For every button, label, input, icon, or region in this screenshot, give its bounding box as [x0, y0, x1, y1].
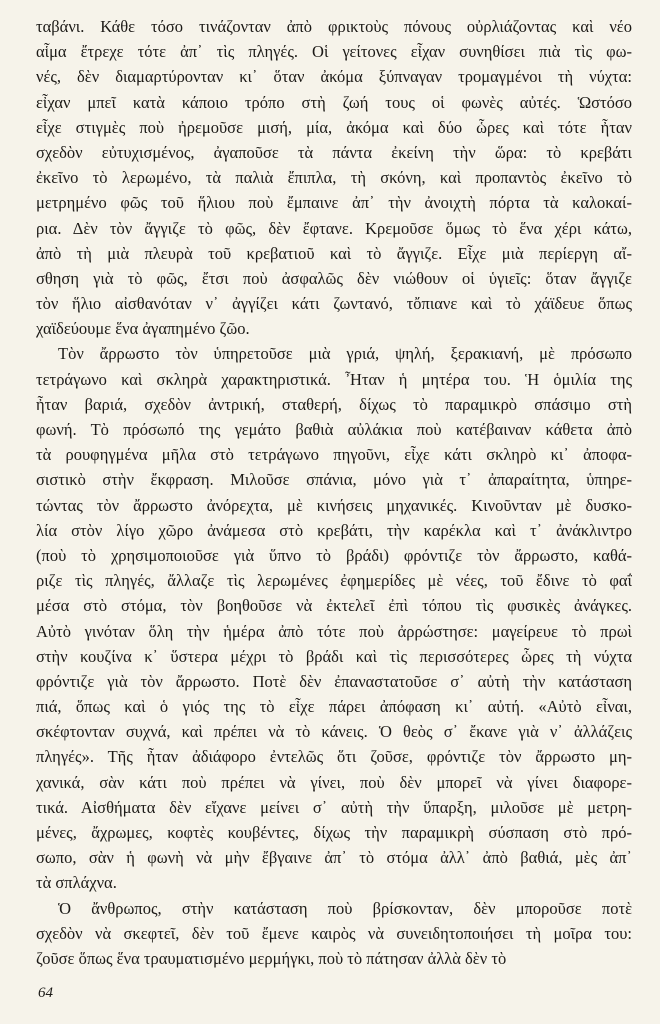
text-line: λία στὸν λίγο χῶρο ἀνάμεσα στὸ κρεβάτι, τὴν καρέκλα καὶ τ᾽ ἀνάκλιντρο — [36, 520, 632, 540]
text-line: ἀπὸ τὴ μιὰ πλευρὰ τοῦ κρεβατιοῦ καὶ τὸ ἄγγιζε. Εἶχε μιὰ περίεργη αἴ- — [36, 243, 632, 263]
text-line: χαϊδεύουμε ἕνα ἀγαπημένο ζῶο. — [36, 319, 250, 339]
text-line: μέσα στὸ στόμα, τὸν βοηθοῦσε νὰ ἐκτελεῖ ἐπὶ τόπου τὶς φυσικὲς ἀνάγκες. — [36, 596, 632, 616]
text-line: νές, δὲν διαμαρτύρονταν κι᾽ ὅταν ἀκόμα ξύπναγαν τρομαγμένοι τὴ νύχτα: — [36, 67, 632, 87]
paragraph — [36, 896, 632, 972]
text-line: φρόντιζε γιὰ τὸν ἄρρωστο. Ποτὲ δὲν ἐπαναστατοῦσε σ᾽ αὐτὴ τὴν κατάσταση — [36, 671, 632, 691]
text-line: Τὸν ἄρρωστο τὸν ὑπηρετοῦσε μιὰ γριά, ψηλή, ξερακιανή, μὲ πρόσωπο — [58, 344, 632, 364]
page-number: 64 — [38, 985, 53, 1001]
text-line: μένες, ἄχρωμες, κοφτὲς κουβέντες, δίχως τὴν παραμικρὴ σύσπαση στὸ πρό- — [36, 823, 632, 842]
text-line: τὰ σπλάχνα. — [36, 873, 117, 893]
text-line: πιά, ὅπως καὶ ὁ γιός της τὸ εἶχε πάρει ἀπόφαση κι᾽ αὐτή. «Αὐτὸ εἶναι, — [36, 697, 632, 717]
text-line: σωπο, σὰν ἡ φωνὴ νὰ μὴν ἔβγαινε ἀπ᾽ τὸ στόμα ἀλλ᾽ ἀπὸ βαθιά, μὲς ἀπ᾽ — [36, 848, 632, 868]
text-line: (ποὺ τὸ χρησιμοποιοῦσε γιὰ ὕπνο τὸ βράδι) φρόντιζε τὸν ἄρρωστο, καθά- — [36, 545, 632, 565]
text-line: ἦταν βαριά, σχεδὸν ἀντρική, σταθερή, δίχως τὸ παραμικρὸ σπάσιμο στὴ — [36, 394, 632, 414]
text-line: ρια. Δὲν τὸν ἄγγιζε τὸ φῶς, δὲν ἔφτανε. Κρεμοῦσε ὅμως τὸ ἕνα χέρι κάτω, — [36, 218, 632, 238]
paragraph — [36, 341, 632, 895]
text-line: σιστικὸ στὴν ἔκφραση. Μιλοῦσε σπάνια, μόνο γιὰ τ᾽ ἀπαραίτητα, ὑπηρε- — [36, 470, 632, 490]
body-text — [36, 14, 632, 971]
text-line: ἐκεῖνο τὸ λερωμένο, τὰ παλιὰ ἔπιπλα, τὴ σκόνη, καὶ προπαντὸς ἐκεῖνο τὸ — [36, 168, 632, 188]
text-line: σκέφτονταν συχνά, καὶ πρέπει νὰ τὸ κάνεις. Ὁ θεὸς σ᾽ ἔκανε γιὰ ν᾽ ἀλλάζεις — [36, 722, 632, 742]
text-line: φωνή. Τὸ πρόσωπό της γεμάτο βαθιὰ αὐλάκια ποὺ κατέβαιναν κάθετα ἀπὸ — [36, 420, 632, 439]
text-line: τώντας τὸν ἄρρωστο ἀνόρεχτα, μὲ κινήσεις μηχανικές. Κινοῦνταν μὲ δυσκο- — [36, 495, 632, 515]
text-line: τὸν ἥλιο αἰσθανόταν ν᾽ ἀγγίζει κάτι ζωντανό, τὄπιανε καὶ τὸ χάϊδευε ὅπως — [36, 294, 632, 314]
text-line: ριζε τὶς πληγές, ἄλλαζε τὶς λερωμένες ἐφημερίδες μὲ νέες, τοῦ ἔδινε τὸ φαΐ — [36, 571, 632, 591]
text-line: εἶχε στιγμὲς ποὺ ἠρεμοῦσε μισή, μία, ἀκόμα καὶ δύο ὧρες καὶ τότε ἦταν — [36, 117, 632, 137]
text-line: στὴν κουζίνα κ᾽ ὕστερα μέχρι τὸ βράδι καὶ τὶς περισσότερες ὧρες τὴ νύχτα — [36, 646, 632, 666]
text-line: αἷμα ἔτρεχε τότε ἀπ᾽ τὶς πληγές. Οἱ γείτονες εἶχαν συνηθίσει πιὰ τὶς φω- — [36, 42, 632, 62]
text-line: χανικά, σὰν κάτι ποὺ πρέπει νὰ γίνει, ποὺ δὲν μπορεῖ νὰ γίνει διαφορε- — [36, 772, 632, 792]
text-line: Αὐτὸ γινόταν ὅλη τὴν ἡμέρα ἀπὸ τότε ποὺ ἀρρώστησε: μαγείρευε τὸ πρωὶ — [36, 621, 632, 641]
text-line: τὰ ρουφηγμένα μῆλα στὸ τετράγωνο πηγοῦνι, εἶχε κάτι σκληρὸ κι᾽ ἀποφα- — [36, 445, 632, 465]
text-line: τετράγωνο καὶ σκληρὰ χαρακτηριστικά. Ἦταν ἡ μητέρα του. Ἡ ὁμιλία της — [36, 369, 632, 389]
text-line: σχεδὸν εὐτυχισμένος, ἀγαποῦσε τὰ πάντα ἐκείνη τὴν ὥρα: τὸ κρεβάτι — [36, 142, 632, 162]
text-line: σθηση γιὰ τὸ φῶς, ἔτσι ποὺ ἀσφαλῶς δὲν νιώθουν οἱ ὑγιεῖς: ὅταν ἄγγιζε — [36, 268, 632, 288]
text-line: σχεδὸν νὰ σκεφτεῖ, δὲν τοῦ ἔμενε καιρὸς νὰ συνειδητοποιήσει τὴ μοῖρα του: — [36, 923, 632, 943]
text-line: μετρημένο φῶς τοῦ ἥλιου ποὺ ἔμπαινε ἀπ᾽ τὴν ἀνοιχτὴ πόρτα τὰ καλοκαί- — [36, 193, 632, 213]
text-line: πληγές». Τῆς ἦταν ἀδιάφορο ἐντελῶς ὅτι ζοῦσε, φρόντιζε τὸν ἄρρωστο μη- — [36, 747, 632, 767]
text-line: ζοῦσε ὅπως ἕνα τραυματισμένο μερμήγκι, ποὺ τὸ πάτησαν ἀλλὰ δὲν τὸ — [36, 948, 507, 968]
text-line: εἶχαν μπεῖ κατὰ κάποιο τρόπο στὴ ζωή τους οἱ φωνὲς αὐτές. Ὡστόσο — [36, 92, 632, 112]
paragraph — [36, 14, 632, 341]
text-line: ταβάνι. Κάθε τόσο τινάζονταν ἀπὸ φρικτοὺς πόνους οὐρλιάζοντας καὶ νέο — [36, 17, 632, 36]
text-line: τικά. Αἰσθήματα δὲν εἴχανε μείνει σ᾽ αὐτὴ τὴν ὕπαρξη, μιλοῦσε μὲ μετρη- — [36, 797, 632, 817]
text-line: Ὁ ἄνθρωπος, στὴν κατάσταση ποὺ βρίσκονταν, δὲν μποροῦσε ποτὲ — [58, 898, 632, 918]
